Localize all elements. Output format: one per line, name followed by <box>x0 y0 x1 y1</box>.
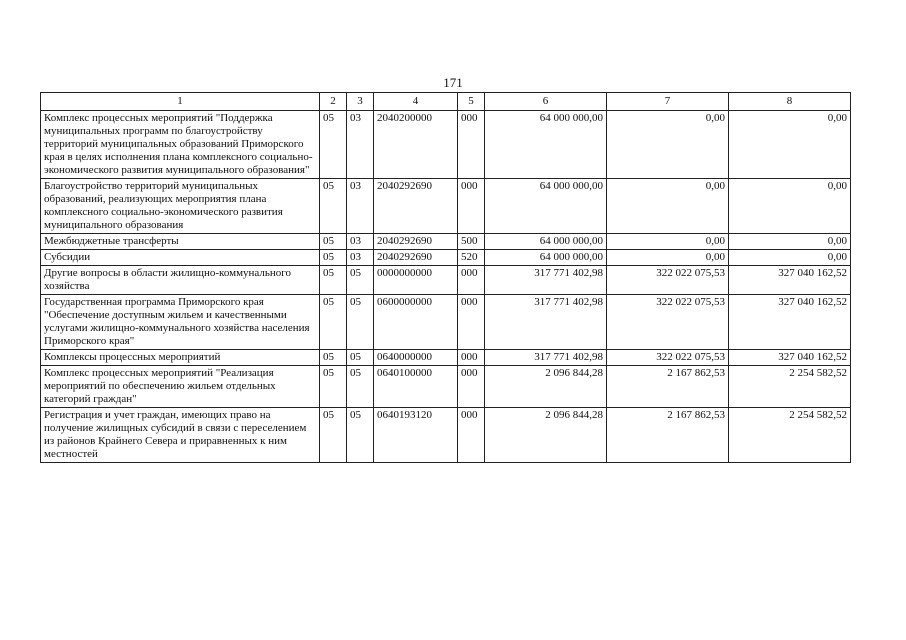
row-expense-type: 000 <box>458 266 485 295</box>
row-expense-type: 520 <box>458 250 485 266</box>
row-amount-col6: 64 000 000,00 <box>485 179 607 234</box>
row-section: 05 <box>320 179 347 234</box>
row-target-article: 0640100000 <box>374 366 458 408</box>
row-name: Комплекс процессных мероприятий "Поддержка муниципальных программ по благоустройству территорий муниципальных образований Приморского края в целях исполнения плана комплексного социально-экономического развития муниципального образования" <box>41 111 320 179</box>
row-amount-col8: 0,00 <box>729 111 851 179</box>
row-name: Комплекс процессных мероприятий "Реализация мероприятий по обеспечению жильем отдельных категорий граждан" <box>41 366 320 408</box>
table-row <box>41 111 851 179</box>
row-section: 05 <box>320 408 347 463</box>
row-amount-col6: 317 771 402,98 <box>485 350 607 366</box>
row-target-article: 2040292690 <box>374 234 458 250</box>
row-name: Регистрация и учет граждан, имеющих право на получение жилищных субсидий в связи с переселением из районов Крайнего Севера и приравненных к ним местностей <box>41 408 320 463</box>
row-expense-type: 000 <box>458 408 485 463</box>
row-expense-type: 000 <box>458 295 485 350</box>
row-target-article: 0600000000 <box>374 295 458 350</box>
row-amount-col8: 0,00 <box>729 234 851 250</box>
table-row <box>41 366 851 408</box>
row-section: 05 <box>320 234 347 250</box>
row-amount-col8: 327 040 162,52 <box>729 295 851 350</box>
header-cell: 4 <box>374 93 458 111</box>
row-amount-col8: 2 254 582,52 <box>729 366 851 408</box>
row-amount-col6: 2 096 844,28 <box>485 408 607 463</box>
row-section: 05 <box>320 266 347 295</box>
row-expense-type: 000 <box>458 366 485 408</box>
row-amount-col6: 2 096 844,28 <box>485 366 607 408</box>
row-amount-col6: 317 771 402,98 <box>485 266 607 295</box>
row-target-article: 2040200000 <box>374 111 458 179</box>
row-amount-col7: 0,00 <box>607 234 729 250</box>
row-section: 05 <box>320 350 347 366</box>
row-name: Комплексы процессных мероприятий <box>41 350 320 366</box>
header-cell: 2 <box>320 93 347 111</box>
table-row <box>41 250 851 266</box>
row-amount-col6: 317 771 402,98 <box>485 295 607 350</box>
row-target-article: 0640000000 <box>374 350 458 366</box>
row-subsection: 03 <box>347 250 374 266</box>
page-number: 171 <box>443 75 463 90</box>
row-subsection: 05 <box>347 350 374 366</box>
row-amount-col8: 327 040 162,52 <box>729 350 851 366</box>
row-expense-type: 000 <box>458 179 485 234</box>
row-name: Другие вопросы в области жилищно-коммунального хозяйства <box>41 266 320 295</box>
header-cell: 5 <box>458 93 485 111</box>
header-row <box>41 93 851 111</box>
row-amount-col8: 0,00 <box>729 179 851 234</box>
row-name: Благоустройство территорий муниципальных образований, реализующих мероприятия плана комплексного социально-экономического развития муниципального образования <box>41 179 320 234</box>
row-name: Государственная программа Приморского края "Обеспечение доступным жильем и качественными услугами жилищно-коммунального хозяйства населения Приморского края" <box>41 295 320 350</box>
row-amount-col6: 64 000 000,00 <box>485 250 607 266</box>
header-cell: 1 <box>41 93 320 111</box>
table-row <box>41 179 851 234</box>
row-amount-col6: 64 000 000,00 <box>485 111 607 179</box>
row-subsection: 05 <box>347 366 374 408</box>
table-row <box>41 266 851 295</box>
row-amount-col7: 322 022 075,53 <box>607 266 729 295</box>
row-name: Межбюджетные трансферты <box>41 234 320 250</box>
row-amount-col6: 64 000 000,00 <box>485 234 607 250</box>
row-subsection: 05 <box>347 295 374 350</box>
header-cell: 6 <box>485 93 607 111</box>
row-amount-col7: 0,00 <box>607 179 729 234</box>
row-amount-col7: 2 167 862,53 <box>607 366 729 408</box>
table-row <box>41 350 851 366</box>
row-expense-type: 500 <box>458 234 485 250</box>
row-amount-col8: 2 254 582,52 <box>729 408 851 463</box>
row-target-article: 0640193120 <box>374 408 458 463</box>
header-cell: 3 <box>347 93 374 111</box>
row-target-article: 0000000000 <box>374 266 458 295</box>
row-target-article: 2040292690 <box>374 250 458 266</box>
header-cell: 7 <box>607 93 729 111</box>
row-amount-col7: 322 022 075,53 <box>607 350 729 366</box>
row-expense-type: 000 <box>458 350 485 366</box>
row-expense-type: 000 <box>458 111 485 179</box>
row-amount-col8: 0,00 <box>729 250 851 266</box>
table-row <box>41 408 851 463</box>
row-subsection: 05 <box>347 408 374 463</box>
budget-table <box>40 92 851 463</box>
table-row <box>41 234 851 250</box>
row-subsection: 03 <box>347 234 374 250</box>
row-amount-col7: 0,00 <box>607 111 729 179</box>
row-target-article: 2040292690 <box>374 179 458 234</box>
row-subsection: 03 <box>347 111 374 179</box>
header-cell: 8 <box>729 93 851 111</box>
row-section: 05 <box>320 295 347 350</box>
row-section: 05 <box>320 366 347 408</box>
row-amount-col7: 0,00 <box>607 250 729 266</box>
row-amount-col7: 322 022 075,53 <box>607 295 729 350</box>
row-subsection: 05 <box>347 266 374 295</box>
row-subsection: 03 <box>347 179 374 234</box>
row-section: 05 <box>320 111 347 179</box>
row-name: Субсидии <box>41 250 320 266</box>
table-row <box>41 295 851 350</box>
row-section: 05 <box>320 250 347 266</box>
row-amount-col7: 2 167 862,53 <box>607 408 729 463</box>
row-amount-col8: 327 040 162,52 <box>729 266 851 295</box>
